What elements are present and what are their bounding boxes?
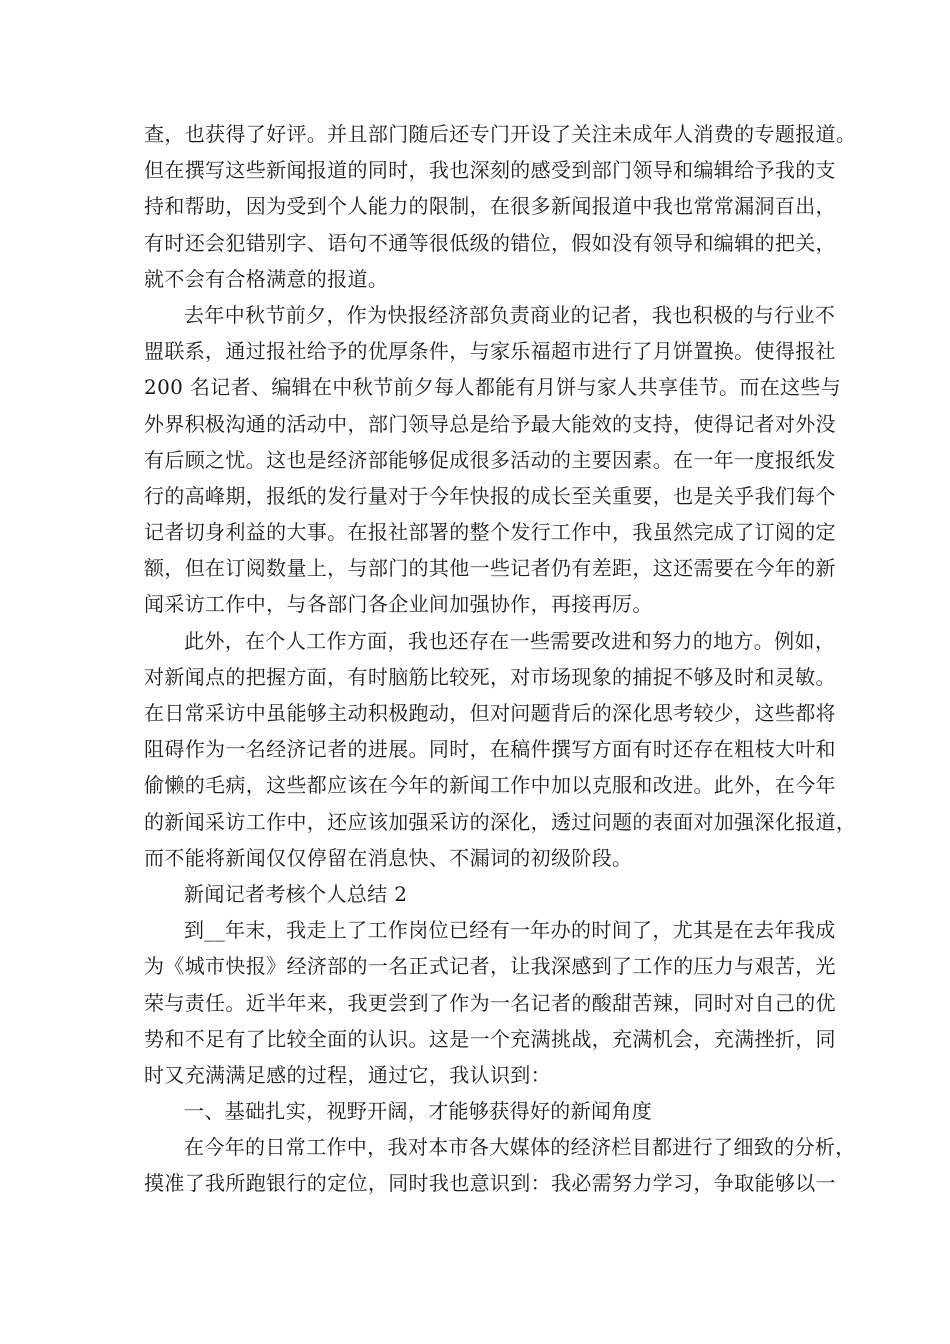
text-line: 一、基础扎实，视野开阔，才能够获得好的新闻角度 bbox=[184, 1099, 653, 1124]
text-line: 行的高峰期，报纸的发行量对于今年快报的成长至关重要，也是关乎我们每个 bbox=[144, 483, 836, 508]
text-line: 去年中秋节前夕，作为快报经济部负责商业的记者，我也积极的与行业不 bbox=[184, 302, 836, 327]
text-line: 对新闻点的把握方面，有时脑筋比较死，对市场现象的捕捉不够及时和灵敏。 bbox=[144, 664, 836, 689]
text-line: 荣与责任。近半年来，我更尝到了作为一名记者的酸甜苦辣，同时对自己的优 bbox=[144, 990, 836, 1015]
text-line: 在今年的日常工作中，我对本市各大媒体的经济栏目都进行了细致的分析， bbox=[184, 1135, 856, 1160]
text-line: 持和帮助，因为受到个人能力的限制，在很多新闻报道中我也常常漏洞百出， bbox=[144, 194, 836, 219]
text-line: 新闻记者考核个人总结 2 bbox=[184, 881, 408, 906]
text-line: 有时还会犯错别字、语句不通等很低级的错位，假如没有领导和编辑的把关， bbox=[144, 230, 836, 255]
text-line: 200 名记者、编辑在中秋节前夕每人都能有月饼与家人共享佳节。而在这些与 bbox=[144, 375, 842, 400]
text-line: 在日常采访中虽能够主动积极跑动，但对问题背后的深化思考较少，这些都将 bbox=[144, 701, 836, 725]
text-line: 闻采访工作中，与各部门各企业间加强协作，再接再厉。 bbox=[144, 592, 653, 617]
text-line: 就不会有合格满意的报道。 bbox=[144, 266, 389, 291]
text-line: 阻碍作为一名经济记者的进展。同时，在稿件撰写方面有时还存在粗枝大叶和 bbox=[144, 737, 836, 762]
text-line: 到__年末，我走上了工作岗位已经有一年办的时间了，尤其是在去年我成 bbox=[184, 918, 836, 943]
text-line: 盟联系，通过报社给予的优厚条件，与家乐福超市进行了月饼置换。使得报社 bbox=[144, 339, 836, 364]
text-line: 偷懒的毛病，这些都应该在今年的新闻工作中加以克服和改进。此外，在今年 bbox=[144, 773, 836, 798]
text-line: 此外，在个人工作方面，我也还存在一些需要改进和努力的地方。例如， bbox=[184, 628, 836, 653]
text-line: 而不能将新闻仅仅停留在消息快、不漏词的初级阶段。 bbox=[144, 845, 633, 870]
text-line: 额，但在订阅数量上，与部门的其他一些记者仍有差距，这还需要在今年的新 bbox=[144, 556, 836, 581]
text-line: 的新闻采访工作中，还应该加强采访的深化，透过问题的表面对加强深化报道， bbox=[144, 809, 857, 834]
text-line: 外界积极沟通的活动中，部门领导总是给予最大能效的支持，使得记者对外没 bbox=[144, 411, 836, 436]
text-line: 有后顾之忧。这也是经济部能够促成很多活动的主要因素。在一年一度报纸发 bbox=[144, 447, 836, 472]
text-line: 记者切身利益的大事。在报社部署的整个发行工作中，我虽然完成了订阅的定 bbox=[144, 520, 836, 545]
document-body bbox=[144, 116, 857, 1202]
text-line: 时又充满满足感的过程，通过它，我认识到： bbox=[144, 1062, 551, 1087]
text-line: 为《城市快报》经济部的一名正式记者，让我深感到了工作的压力与艰苦，光 bbox=[144, 954, 836, 979]
text-line: 查，也获得了好评。并且部门随后还专门开设了关注未成年人消费的专题报道。 bbox=[144, 122, 857, 146]
text-line: 摸准了我所跑银行的定位，同时我也意识到：我必需努力学习，争取能够以一 bbox=[144, 1171, 836, 1196]
text-line: 但在撰写这些新闻报道的同时，我也深刻的感受到部门领导和编辑给予我的支 bbox=[144, 158, 836, 183]
text-line: 势和不足有了比较全面的认识。这是一个充满挑战，充满机会，充满挫折，同 bbox=[144, 1026, 836, 1051]
